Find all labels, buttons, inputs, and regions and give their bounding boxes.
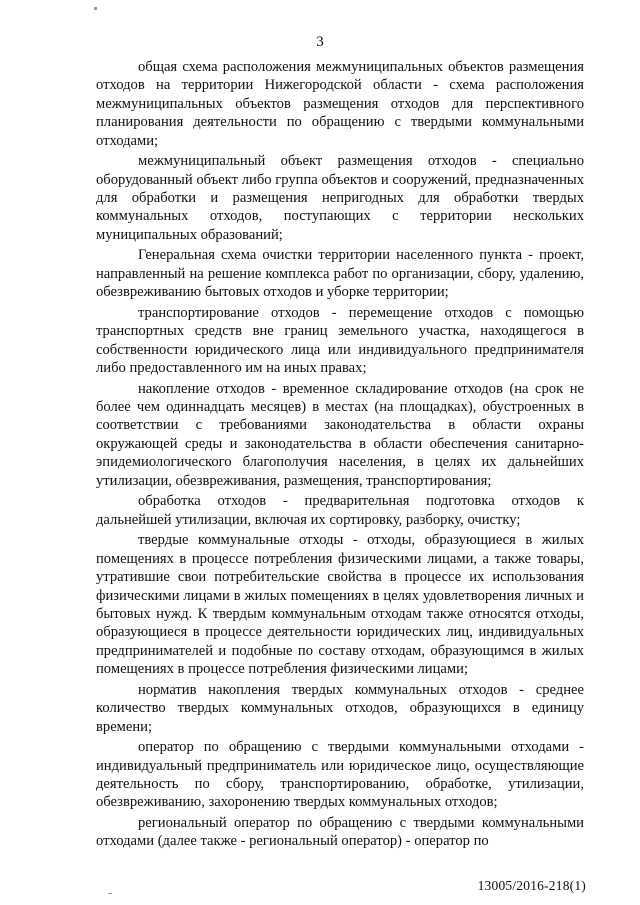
definition-paragraph-1: общая схема расположения межмуниципальных объектов размещения отходов на территории Нижегородской области - схема расположения межмуниципальных объектов размещения отходов для перспективного планирования деятельности по обращению с твердыми коммунальными отходами;	[96, 59, 584, 149]
definition-paragraph-10: региональный оператор по обращению с твердыми коммунальными отходами (далее также - региональный оператор) - оператор по	[96, 814, 584, 850]
document-code: 13005/2016-218(1)	[477, 878, 586, 893]
definition-paragraph-2: межмуниципальный объект размещения отходов - специально оборудованный объект либо группа объектов и сооружений, предназначенных для обработки и размещения непригодных для обработки твердых коммунальных отходов, поступающих с территории нескольких муниципальных образований;	[96, 153, 584, 243]
definition-paragraph-4: транспортирование отходов - перемещение отходов с помощью транспортных средств вне границ земельного участка, находящегося в собственности юридического лица или индивидуального предпринимателя либо предоставленного им на иных правах;	[96, 304, 584, 377]
definition-paragraph-5: накопление отходов - временное складирование отходов (на срок не более чем одиннадцать месяцев) в местах (на площадках), обустроенных в соответствии с требованиями законодательства в области охраны окружающей среды и законодательства в области обеспечения санитарно-эпидемиологического благополучия населения, в целях их дальнейших утилизации, обезвреживания, размещения, транспортирования;	[96, 380, 584, 489]
scan-artifact-bottom	[108, 893, 112, 894]
definition-paragraph-9: оператор по обращению с твердыми коммунальными отходами - индивидуальный предприниматель или юридическое лицо, осуществляющие деятельность по сбору, транспортированию, обработке, утилизации, обезвреживанию, захоронению твердых коммунальных отходов;	[96, 739, 584, 811]
document-body	[96, 58, 584, 853]
definition-paragraph-6: обработка отходов - предварительная подготовка отходов к дальнейшей утилизации, включая их сортировку, разборку, очистку;	[96, 493, 584, 528]
definition-paragraph-7: твердые коммунальные отходы - отходы, образующиеся в жилых помещениях в процессе потребления физическими лицами, а также товары, утратившие свои потребительские свойства в процессе их использования физическими лицами в жилых помещениях в целях удовлетворения личных и бытовых нужд. К твердым коммунальным отходам также относятся отходы, образующиеся в процессе деятельности юридических лиц, индивидуальных предпринимателей и подобные по составу отходам, образующимся в жилых помещениях в процессе потребления физическими лицами;	[96, 532, 584, 678]
definition-paragraph-3: Генеральная схема очистки территории населенного пункта - проект, направленный на решение комплекса работ по организации, сбору, удалению, обезвреживанию бытовых отходов и уборке территории;	[96, 247, 584, 301]
page-number: 3	[316, 34, 324, 50]
scan-artifact-top	[94, 7, 97, 10]
definition-paragraph-8: норматив накопления твердых коммунальных отходов - среднее количество твердых коммунальных отходов, образующихся в единицу времени;	[96, 681, 584, 735]
